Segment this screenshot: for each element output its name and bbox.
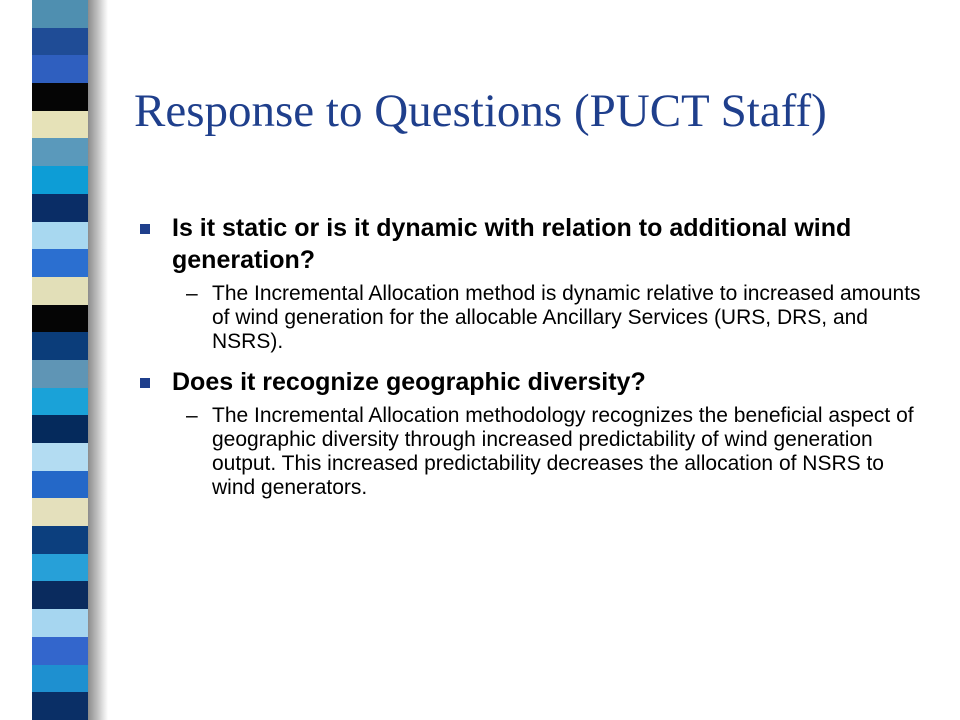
stripe-segment [32,415,88,443]
bullet-text: Is it static or is it dynamic with relation to additional wind generation? [172,214,852,274]
square-bullet-icon [140,378,150,388]
bullet-question [134,366,924,398]
stripe-segment [32,609,88,637]
stripe-segment [32,498,88,526]
bullet-item-static-or-dynamic [134,212,924,354]
decorative-stripe-bar [32,0,88,720]
stripe-segment [32,83,88,111]
bullet-text: Does it recognize geographic diversity? [172,368,646,396]
stripe-segment [32,166,88,194]
bullet-question [134,212,924,276]
stripe-segment [32,111,88,139]
stripe-segment [32,222,88,250]
dash-marker: – [186,404,198,427]
square-bullet-icon [140,224,150,234]
stripe-segment [32,138,88,166]
stripe-segment [32,388,88,416]
stripe-segment [32,194,88,222]
stripe-segment [32,277,88,305]
sub-bullet-answer [134,404,924,500]
stripe-segment [32,526,88,554]
stripe-segment [32,471,88,499]
stripe-segment [32,581,88,609]
slide-content [134,212,924,512]
stripe-segment [32,360,88,388]
sub-bullet-answer [134,282,924,354]
sub-bullet-text: The Incremental Allocation methodology recognizes the beneficial aspect of geographic diversity through increased predictability of wind generation output. This increased predictability decreases the allocation of NSRS to wind generators. [212,404,914,499]
stripe-segment [32,28,88,56]
bullet-item-geographic-diversity [134,366,924,500]
slide-title: Response to Questions (PUCT Staff) [134,85,827,137]
stripe-segment [32,55,88,83]
stripe-segment [32,305,88,333]
dash-marker: – [186,282,198,305]
stripe-segment [32,554,88,582]
sub-bullet-text: The Incremental Allocation method is dynamic relative to increased amounts of wind generation for the allocable Ancillary Services (URS, DRS, and NSRS). [212,282,921,353]
stripe-segment [32,637,88,665]
stripe-segment [32,443,88,471]
stripe-segment [32,249,88,277]
stripe-segment [32,665,88,693]
stripe-bar-shadow [88,0,108,720]
stripe-segment [32,332,88,360]
stripe-segment [32,692,88,720]
stripe-segment [32,0,88,28]
